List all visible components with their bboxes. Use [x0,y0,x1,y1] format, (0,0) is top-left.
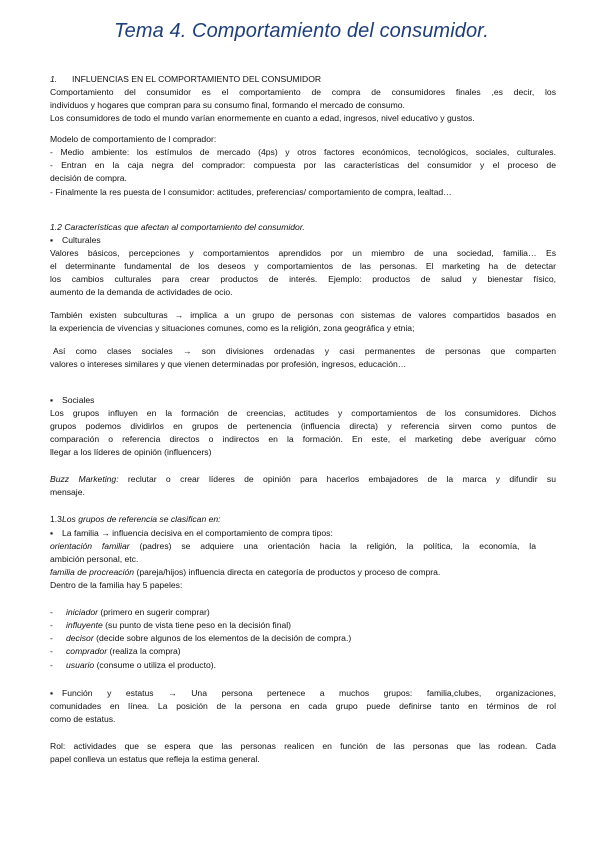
bullet-icon: ▪ [50,688,54,698]
dash-marker: - [50,660,53,670]
section-1-3-title: Los grupos de referencia se clasifican en: [61,514,221,524]
paragraph-line: comunidades en línea. La posición de la persona en cada grupo puede definirse tanto en términos de rol [50,701,556,711]
paragraph-line: como de estatus. [50,714,116,724]
paragraph-line: grupos podemos dividirlos en grupos de pertenencia (influencia directa) y referencia sirven como puntos de [50,421,556,431]
culturales-item [50,235,101,245]
model-heading: Modelo de comportamiento de l comprador: [50,134,217,144]
procreacion-text: (pareja/hijos) influencia directa en categoría de productos y proceso de compra. [134,567,441,577]
role-item [50,660,216,670]
paragraph-line: valores o intereses similares y que vienen determinadas por profesión, ingresos, educación… [50,359,407,369]
paragraph-line: Valores básicos, percepciones y comportamientos aprendidos por un miembro de una sociedad, familia… Es [50,248,556,258]
paragraph-line: Rol: actividades que se espera que las personas realicen en función de las personas que las rodean. Cada [50,741,556,751]
paragraph-line: llegar a los líderes de opinión (influencers) [50,447,212,457]
section-1-3-heading [50,514,221,524]
sociales-label: Sociales [62,395,95,405]
role-desc: (primero en sugerir comprar) [98,607,210,617]
dash-marker: - [50,633,53,643]
role-item [50,620,291,630]
paragraph-line: Los grupos influyen en la formación de creencias, actitudes y comportamientos de los consumidores. Dichos [50,408,556,418]
paragraph-line: Así como clases sociales → son divisiones ordenadas y casi permanentes de personas que comparten [53,346,556,356]
role-desc: (realiza la compra) [107,646,181,656]
section-1-title: INFLUENCIAS EN EL COMPORTAMIENTO DEL CONSUMIDOR [72,74,322,84]
role-term: decisor [66,633,94,643]
orientacion-text: (padres) se adquiere una orientación hacia la religión, la política, la economía, la [129,541,536,551]
orientacion-line [50,541,536,551]
buzz-marketing-line [50,474,556,484]
bullet-icon: ▪ [50,395,54,405]
role-term: usuario [66,660,95,670]
bullet-icon: ▪ [50,528,54,538]
paragraph-line: aumento de la demanda de actividades de ocio. [50,287,233,297]
role-desc: (su punto de vista tiene peso en la decisión final) [102,620,292,630]
section-1-heading [50,74,321,84]
role-term: comprador [66,646,108,656]
paragraph-line: papel conlleva un estatus que refleja la estima general. [50,754,260,764]
dash-marker: - [50,620,53,630]
role-term: influyente [66,620,103,630]
orientacion-term: orientación familiar [50,541,130,551]
section-1-number: 1. [50,74,58,84]
paragraph-line: mensaje. [50,487,85,497]
section-1-3-number: 1.3 [50,514,62,524]
buzz-marketing-term: Buzz Marketing: [50,474,119,484]
role-desc: (decide sobre algunos de los elementos de la decisión de compra.) [93,633,352,643]
procreacion-term: familia de procreación [50,567,135,577]
model-line: - Medio ambiente: los estímulos de mercado (4ps) y otros factores económicos, tecnológicos, sociales, culturales. [50,147,556,157]
role-item [50,646,181,656]
dash-marker: - [50,607,53,617]
funcion-text: Función y estatus → Una persona pertenece a muchos grupos: familia,clubes, organizaciones, [62,688,556,698]
sociales-item [50,395,94,405]
model-line: decisión de compra. [50,173,127,183]
paragraph-line: Dentro de la familia hay 5 papeles: [50,580,183,590]
model-line: - Entran en la caja negra del comprador: compuesta por las características del consumidor y el proceso de [50,160,556,170]
paragraph-line: También existen subculturas → implica a un grupo de personas con sistemas de valores compartidos basados en [50,310,556,320]
familia-text: La familia → influencia decisiva en el comportamiento de compra tipos: [62,528,333,538]
paragraph-line: individuos y hogares que compran para su consumo final, formando el mercado de consumo. [50,100,405,110]
funcion-line [50,688,556,698]
section-1-2-heading: 1.2 Características que afectan al comportamiento del consumidor. [50,222,305,232]
role-item [50,607,210,617]
paragraph-line: el determinante fundamental de los deseos y comportamientos de las personas. El marketing ha de detectar [50,261,556,271]
role-term: iniciador [66,607,99,617]
familia-item [50,528,333,538]
document-title: Tema 4. Comportamiento del consumidor. [114,20,489,42]
model-line: - Finalmente la res puesta de l consumidor: actitudes, preferencias/ comportamiento de compra, lealtad… [50,187,452,197]
paragraph-line: la experiencia de vivencias y situaciones comunes, como es la religión, zona geográfica y etnia; [50,323,415,333]
role-item [50,633,351,643]
procreacion-line [50,567,440,577]
bullet-icon: ▪ [50,235,54,245]
paragraph-line: ambición personal, etc. [50,554,139,564]
paragraph-line: Los consumidores de todo el mundo varían enormemente en cuanto a edad, ingresos, nivel educativo y gustos. [50,113,475,123]
culturales-label: Culturales [62,235,101,245]
dash-marker: - [50,646,53,656]
paragraph-line: comparación o referencia directos o indirectos en la formación. En este, el marketing debe averiguar cómo [50,434,556,444]
buzz-marketing-text: reclutar o crear líderes de opinión para hacerlos embajadores de la marca y difundir su [118,474,556,484]
role-desc: (consume o utiliza el producto). [94,660,216,670]
paragraph-line: los cambios culturales para crear productos de interés. Ejemplo: productos de salud y bienestar físico, [50,274,556,284]
paragraph-line: Comportamiento del consumidor es el comportamiento de compra de consumidores finales ,es decir, los [50,87,556,97]
